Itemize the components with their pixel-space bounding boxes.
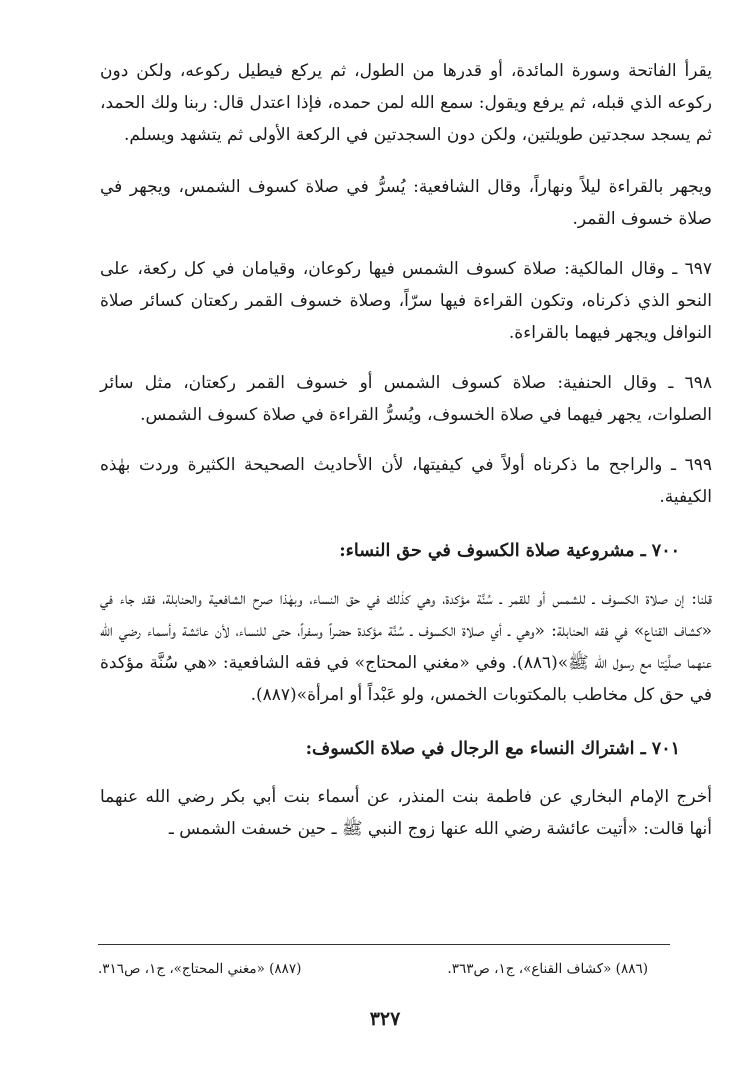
footnote-divider — [98, 944, 670, 945]
paragraph-2: ويجهر بالقراءة ليلاً ونهاراً، وقال الشافعية: يُسرُّ في صلاة كسوف الشمس، ويجهر في صلاة خسوف القمر. — [100, 177, 712, 229]
page-body — [100, 55, 712, 863]
paragraph-697: ٦٩٧ ـ وقال المالكية: صلاة كسوف الشمس فيها ركوعان، وقيامان في كل ركعة، على النحو الذي ذكرناه، وتكون القراءة فيها سرّاً، وصلاة خسوف القمر ركعتان كسائر صلاة النوافل ويجهر فيهما بالقراءة. — [100, 259, 712, 343]
paragraph-698: ٦٩٨ ـ وقال الحنفية: صلاة كسوف الشمس أو خسوف القمر ركعتان، مثل سائر الصلوات، يجهر فيهما في صلاة الخسوف، ويُسرُّ القراءة في صلاة كسوف الشمس. — [100, 373, 712, 425]
section-heading-701: ٧٠١ ـ اشتراك النساء مع الرجال في صلاة الكسوف: — [305, 739, 680, 759]
footnote-887: (٨٨٧) «مغني المحتاج»، ج١، ص٣١٦. — [98, 961, 302, 977]
paragraph-699: ٦٩٩ ـ والراجح ما ذكرناه أولاً في كيفيتها، لأن الأحاديث الصحيحة الكثيرة وردت بهٰذه الكيفية. — [100, 455, 712, 507]
paragraph-701: أخرج الإمام البخاري عن فاطمة بنت المنذر، عن أسماء بنت أبي بكر رضي الله عنهما أنها قالت: «أتيت عائشة رضي الله عنها زوج النبي ﷺ ـ حين خسفت الشمس ـ — [100, 787, 712, 839]
paragraph-1: يقرأ الفاتحة وسورة المائدة، أو قدرها من الطول، ثم يركع فيطيل ركوعه، ولكن دون ركوعه الذي قبله، ثم يرفع ويقول: سمع الله لمن حمده، فإذا اعتدل قال: ربنا ولك الحمد، ثم يسجد سجدتين طويلتين، ولكن دون السجدتين في الركعة الأولى ثم يتشهد ويسلم. — [100, 61, 712, 145]
page-number: ٣٢٧ — [369, 1008, 401, 1030]
paragraph-700: قلنا: إن صلاة الكسوف ـ للشمس أو للقمر ـ سُنَّة مؤكدة، وهي كذٰلك في حق النساء، وبهٰذا صرح الشافعية والحنابلة، فقد جاء في «كشاف القناع» في فقه الحنابلة: «وهي ـ أي صلاة الكسوف ـ سُنَّة مؤكدة حضراً وسفراً، حتى للنساء، لأن عائشة وأسماء رضي الله عنهما صلَّيَتا مع رسول الله ﷺ»(٨٨٦). وفي «مغني المحتاج» في فقه الشافعية: «هي سُنَّة مؤكدة في حق كل مخاطب بالمكتوبات الخمس، ولو عَبْداً أو امرأة»(٨٨٧). — [100, 589, 712, 705]
footnote-886: (٨٨٦) «كشاف القناع»، ج١، ص٣٦٣. — [447, 961, 648, 977]
section-heading-700: ٧٠٠ ـ مشروعية صلاة الكسوف في حق النساء: — [339, 541, 680, 561]
footnotes — [98, 952, 670, 986]
